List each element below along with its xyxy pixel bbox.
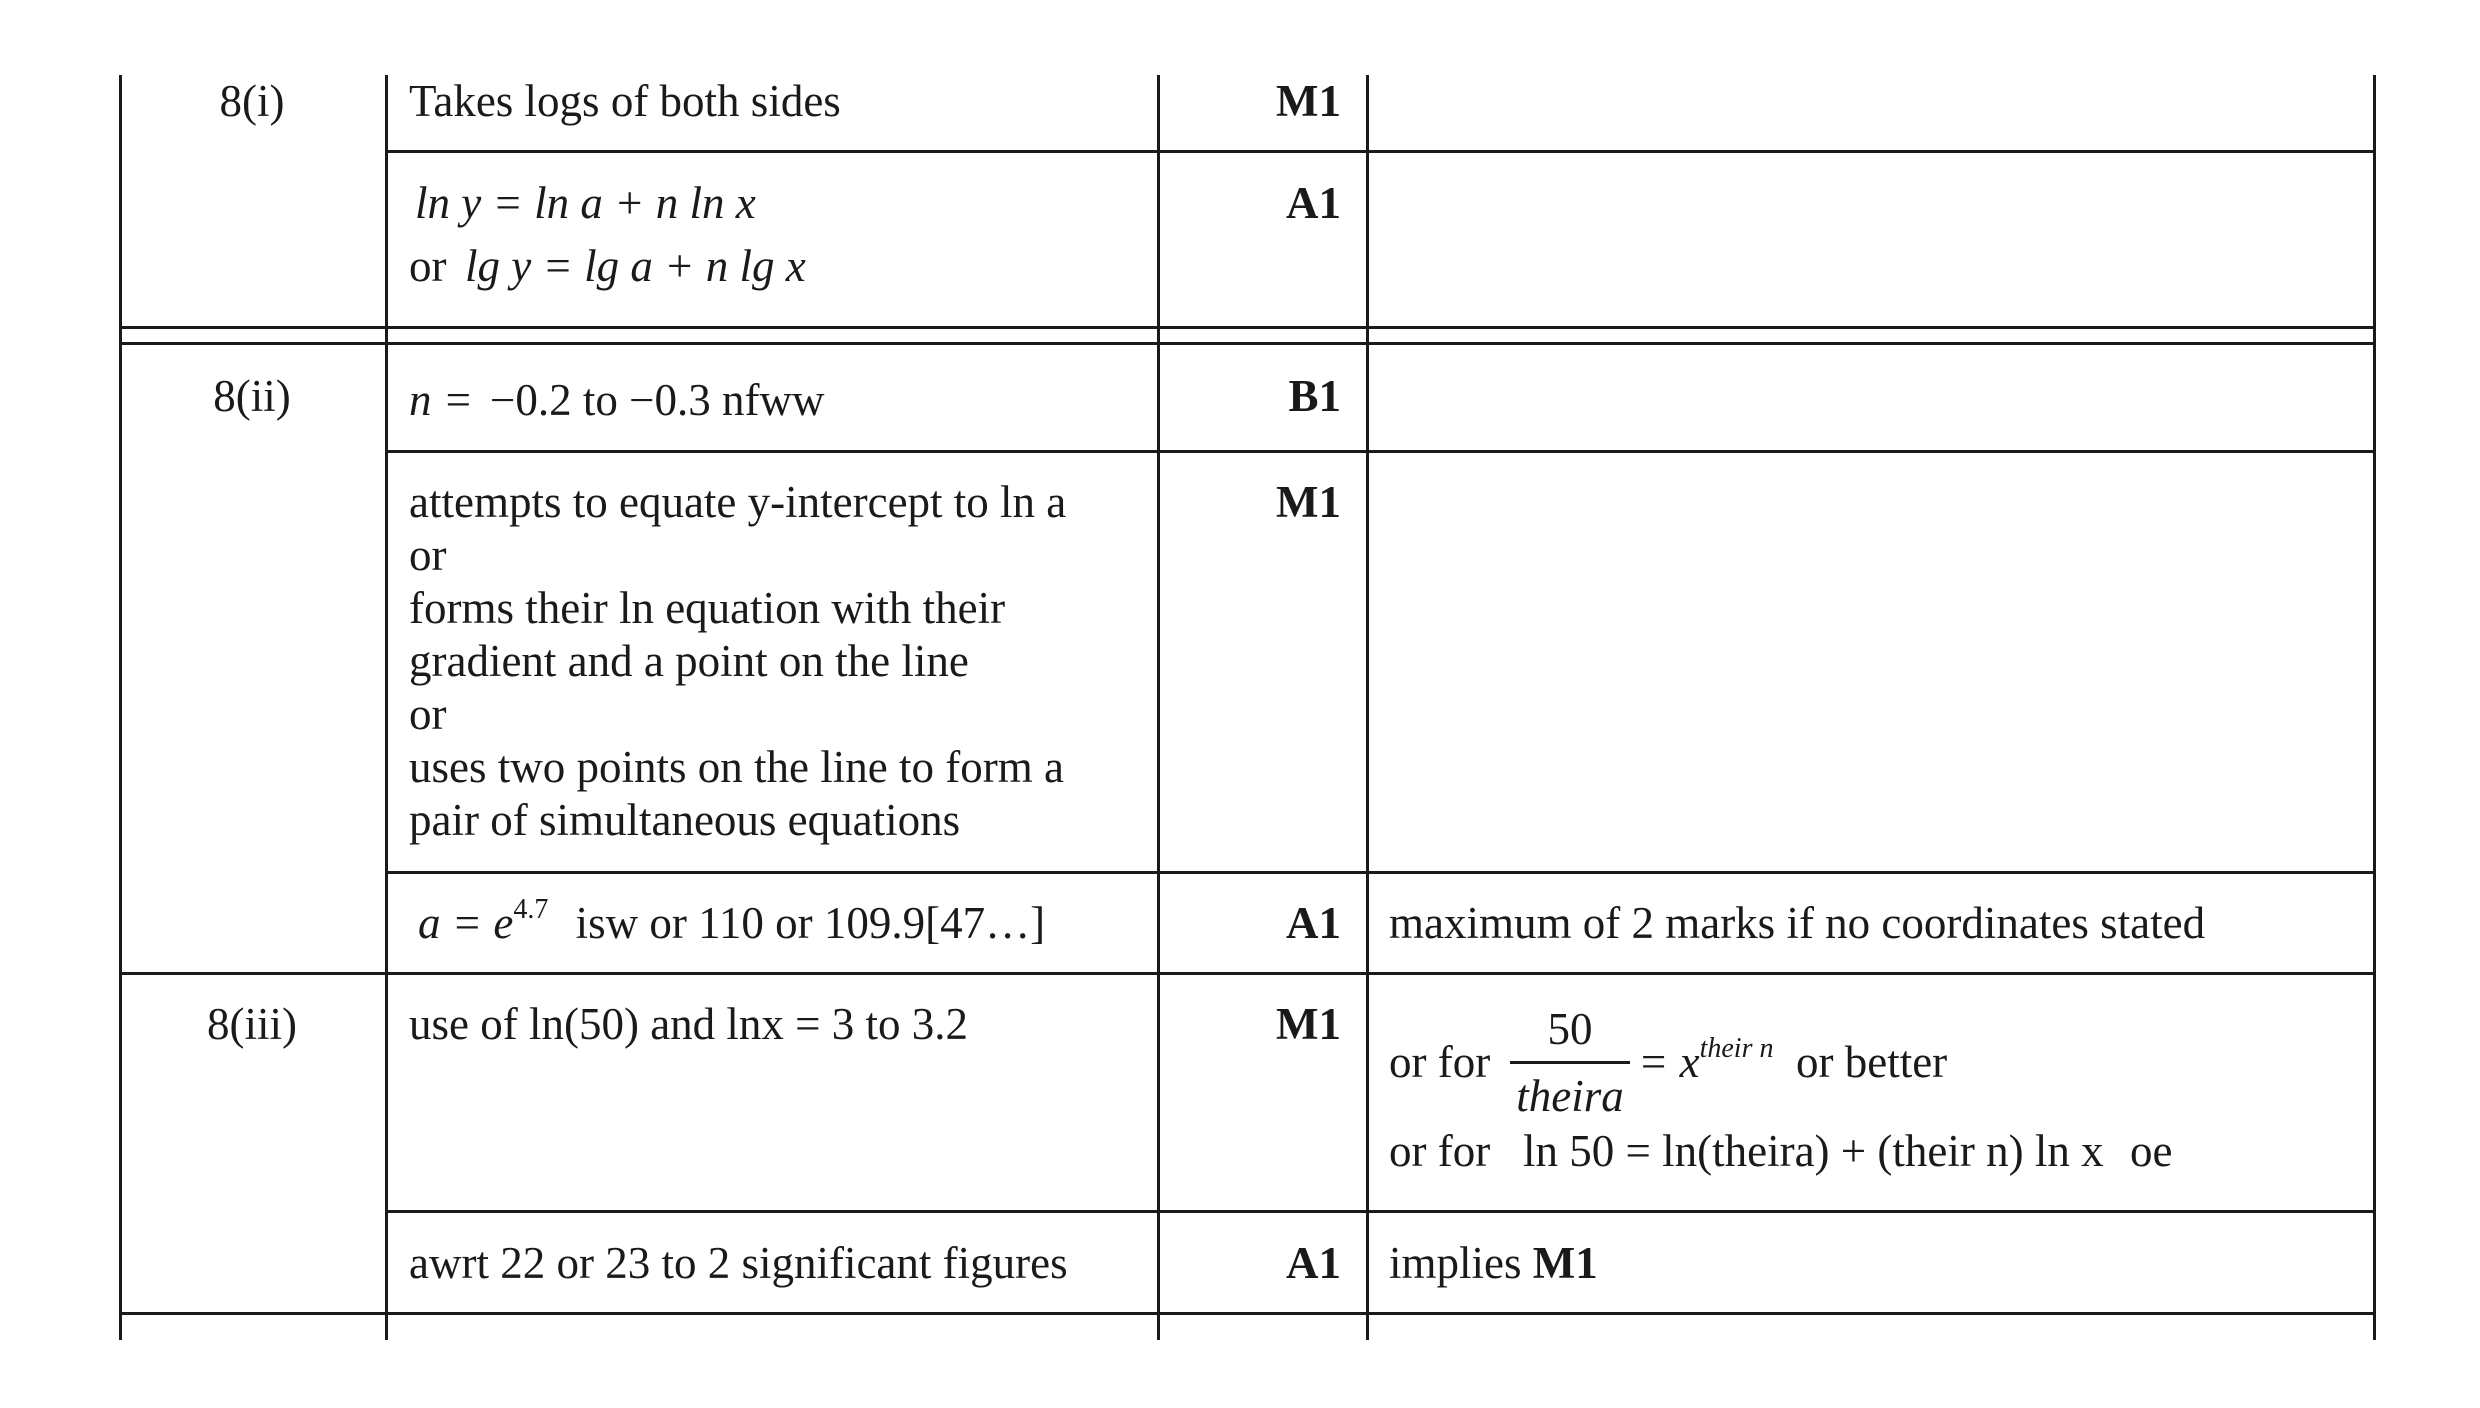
mark-code: A1 [1286, 898, 1341, 948]
row-border [119, 1312, 2376, 1315]
equals-x: = x [1638, 1037, 1700, 1087]
mark-code: M1 [1276, 76, 1341, 126]
question-number: 8(i) [219, 76, 285, 126]
row-border-double-b [119, 342, 2376, 345]
answer-formula: ln y = ln a + n ln x [415, 178, 756, 228]
fraction-bar [1510, 1061, 1630, 1064]
method-line: forms their ln equation with their [409, 583, 1006, 633]
col-border-right [2373, 75, 2376, 1340]
row-border-double-a [119, 326, 2376, 329]
mark-code: M1 [1276, 477, 1341, 527]
exponent: 4.7 [513, 894, 549, 925]
guidance-power [1638, 1033, 1774, 1089]
answer-text: −0.2 to −0.3 nfww [490, 375, 825, 425]
question-number: 8(ii) [213, 371, 291, 421]
mark-code: A1 [1286, 1238, 1341, 1288]
answer-or: or [409, 241, 447, 291]
col-border-2 [1157, 75, 1160, 1340]
row-border [385, 450, 2376, 453]
row-border [385, 150, 2376, 153]
guidance-oe: oe [2130, 1126, 2173, 1176]
method-line: uses two points on the line to form a [409, 742, 1064, 792]
guidance-or-for: or for [1389, 1037, 1491, 1087]
a-equals-e: a = e [418, 898, 514, 948]
mark-code: B1 [1288, 371, 1341, 421]
guidance-or-better: or better [1796, 1037, 1948, 1087]
answer-text: use of ln(50) and lnx = 3 to 3.2 [409, 999, 969, 1049]
method-line: attempts to equate y-intercept to ln a [409, 477, 1067, 527]
method-line: gradient and a point on the line [409, 636, 969, 686]
col-border-1 [385, 75, 388, 1340]
answer-text: awrt 22 or 23 to 2 significant figures [409, 1238, 1068, 1288]
row-border [119, 972, 2376, 975]
fraction-denominator: theira [1516, 1071, 1624, 1121]
method-line: pair of simultaneous equations [409, 795, 961, 845]
guidance-mark-code: M1 [1532, 1238, 1598, 1288]
mark-code: M1 [1276, 999, 1341, 1049]
guidance-implies: implies [1389, 1238, 1522, 1288]
answer-text: Takes logs of both sides [409, 76, 841, 126]
method-line: or [409, 689, 447, 739]
col-border-3 [1366, 75, 1369, 1340]
answer-rest: isw or 110 or 109.9[47…] [575, 898, 1046, 948]
answer-formula [418, 894, 1046, 950]
answer-variable: n = [409, 375, 474, 425]
fraction-numerator: 50 [1547, 1004, 1593, 1054]
col-border-left [119, 75, 122, 1340]
their-n-exponent: their n [1699, 1033, 1774, 1064]
method-line: or [409, 530, 447, 580]
guidance-equation: ln 50 = ln(theira) + (their n) ln x [1523, 1126, 2104, 1176]
row-border [385, 1210, 2376, 1213]
guidance-or-for: or for [1389, 1126, 1491, 1176]
guidance-text [1389, 1237, 1598, 1290]
row-border [385, 871, 2376, 874]
answer-formula: lg y = lg a + n lg x [465, 241, 806, 291]
guidance-text: maximum of 2 marks if no coordinates stated [1389, 898, 2206, 948]
question-number: 8(iii) [207, 999, 297, 1049]
mark-code: A1 [1286, 178, 1341, 228]
